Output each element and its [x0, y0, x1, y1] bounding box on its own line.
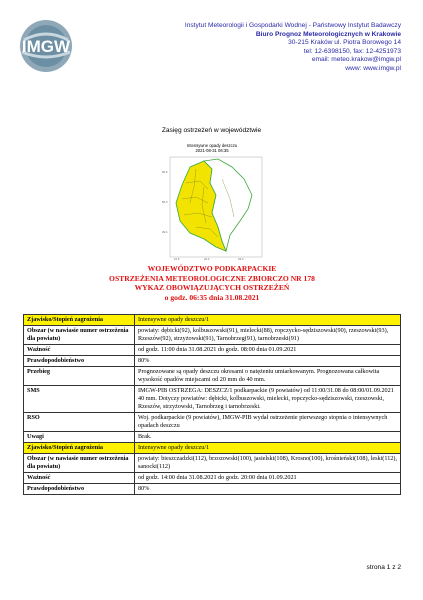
table-row: [24, 432, 401, 443]
svg-text:22.4: 22.4: [204, 257, 210, 261]
row-label: Zjawisko/Stopień zagrożenia: [24, 443, 135, 454]
row-value: Prognozowane są opady deszczu okresami o natężeniu umiarkowanym. Prognozowana całkowita wysokość opadów miejscami od 20 mm do 40 mm.: [135, 367, 401, 386]
svg-text:21.5: 21.5: [174, 257, 180, 261]
table-row: [24, 443, 401, 454]
row-label: Zjawisko/Stopień zagrożenia: [24, 315, 135, 326]
table-row: [24, 356, 401, 367]
warning-map: [160, 143, 264, 261]
title-bulletin: OSTRZEŻENIA METEOROLOGICZNE ZBIORCZO NR 178: [109, 273, 315, 283]
title-time: o godz. 06:35 dnia 31.08.2021: [164, 292, 260, 302]
row-value: powiaty: bieszczadzki(112), brzozowski(100), jasielski(108), Krosno(100), krośnieński(108), leski(112), sanocki(112): [135, 454, 401, 473]
row-label: Obszar (w nawiasie numer ostrzeżenia dla powiatu): [24, 454, 135, 473]
svg-text:50.0: 50.0: [162, 200, 168, 204]
row-label: Uwagi: [24, 432, 135, 443]
table-row: [24, 484, 401, 495]
title-list: WYKAZ OBOWIĄZUJĄCYCH OSTRZEŻEŃ: [134, 283, 290, 293]
institute-name: Instytut Meteorologii i Gospodarki Wodnej - Państwowy Instytut Badawczy: [184, 22, 401, 29]
office-name: Biuro Prognoz Meteorologicznych w Krakowie: [255, 30, 401, 38]
institute-header: [185, 22, 401, 74]
title-region: WOJEWÓDZTWO PODKARPACKIE: [147, 264, 277, 273]
row-label: Prawdopodobieństwo: [24, 356, 135, 367]
svg-text:50.6: 50.6: [162, 170, 168, 174]
row-value: od godz. 11:00 dnia 31.08.2021 do godz. 08:00 dnia 01.09.2021: [135, 345, 401, 356]
address: 30-215 Kraków ul. Piotra Borowego 14: [288, 39, 401, 47]
page-number: strona 1 z 2: [366, 564, 401, 571]
row-value: 80%: [135, 484, 401, 495]
row-value: od godz. 14:00 dnia 31.08.2021 do godz. 20:00 dnia 01.09.2021: [135, 473, 401, 484]
table-row: [24, 367, 401, 386]
logo-text: IMGW: [21, 37, 71, 56]
row-value: Intensywne opady deszczu/1: [135, 315, 401, 326]
row-label: SMS: [24, 386, 135, 413]
table-row: [24, 454, 401, 473]
row-value: 80%: [135, 356, 401, 367]
svg-text:23.3: 23.3: [238, 257, 244, 261]
table-row: [24, 326, 401, 345]
svg-text:49.4: 49.4: [162, 230, 168, 234]
warning-title: [23, 264, 401, 302]
map-title: Intensywne opady deszczu: [186, 143, 238, 148]
row-label: RSO: [24, 413, 135, 432]
map-date: 2021-08-31 06:35: [195, 148, 229, 153]
table-row: [24, 345, 401, 356]
phone-fax: tel: 12-6398150, fax: 12-4251973: [303, 47, 401, 55]
row-value: Brak.: [135, 432, 401, 443]
table-row: [24, 315, 401, 326]
row-value: IMGW-PIB OSTRZEGA: DESZCZ/1 podkarpackie (9 powiatów) od 11:00/31.08 do 08:00/01.09.2021 40 mm. Dotyczy powiatów: dębicki, kolbuszowski, mielecki, ropczycko-sędziszowski, rzeszowski, Rzeszów, strzyżowski, Tarnobrzeg i tarnobrzeski.: [135, 386, 401, 413]
row-label: Obszar (w nawiasie numer ostrzeżenia dla powiatu): [24, 326, 135, 345]
table-row: [24, 386, 401, 413]
map-caption: Zasięg ostrzeżeń w województwie: [161, 127, 262, 134]
row-value: powiaty: dębicki(92), kolbuszowski(91), mielecki(88), ropczycko-sędziszowski(90), rzeszowski(93), Rzeszów(92), strzyżowski(91), Tarnobrzeg(91), tarnobrzeski(91): [135, 326, 401, 345]
email-link[interactable]: email: meteo.krakow@imgw.pl: [311, 56, 401, 64]
row-label: Przebieg: [24, 367, 135, 386]
website-link[interactable]: www: www.imgw.pl: [345, 64, 401, 72]
imgw-logo: [10, 18, 82, 74]
warnings-table: [23, 314, 401, 495]
table-row: [24, 473, 401, 484]
row-label: Prawdopodobieństwo: [24, 484, 135, 495]
row-label: Ważność: [24, 473, 135, 484]
row-label: Ważność: [24, 345, 135, 356]
row-value: Woj. podkarpackie (9 powiatów), IMGW-PIB wydał ostrzeżenie pierwszego stopnia o intensywnych opadach deszczu: [135, 413, 401, 432]
row-value: Intensywne opady deszczu/1: [135, 443, 401, 454]
table-row: [24, 413, 401, 432]
